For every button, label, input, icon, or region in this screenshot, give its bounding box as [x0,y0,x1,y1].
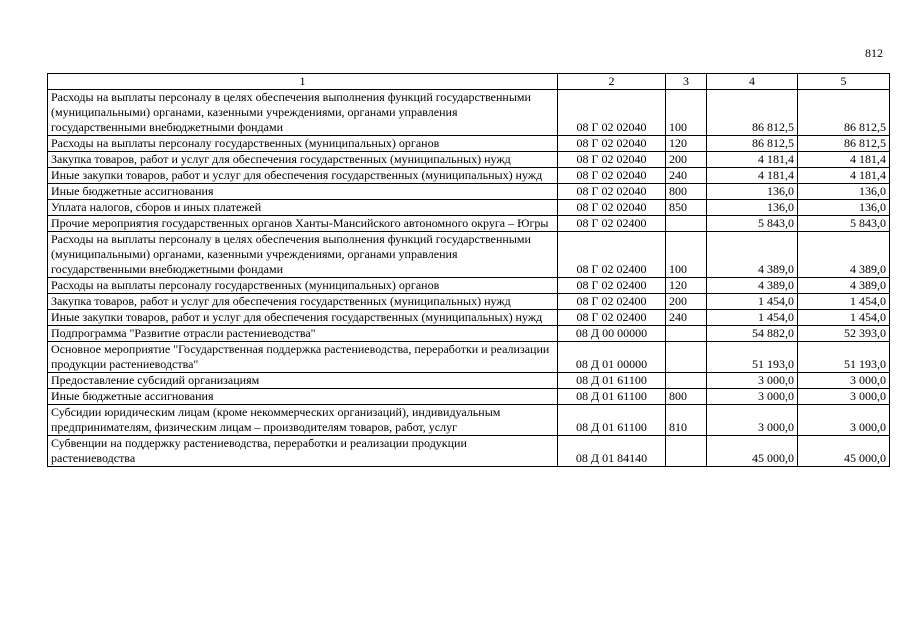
cell-name: Уплата налогов, сборов и иных платежей [48,200,558,216]
page-number: 812 [865,46,883,60]
table-row [48,216,890,232]
cell-amount-1: 1 454,0 [707,294,798,310]
cell-amount-1: 136,0 [707,200,798,216]
table-row [48,405,890,436]
cell-amount-1: 1 454,0 [707,310,798,326]
cell-amount-2: 3 000,0 [798,389,890,405]
cell-amount-1: 3 000,0 [707,389,798,405]
cell-amount-1: 4 389,0 [707,232,798,278]
cell-expense-type: 200 [666,152,707,168]
cell-amount-2: 52 393,0 [798,326,890,342]
cell-name: Предоставление субсидий организациям [48,373,558,389]
cell-target-code: 08 Г 02 02040 [558,184,666,200]
cell-amount-2: 3 000,0 [798,373,890,389]
cell-name: Субвенции на поддержку растениеводства, переработки и реализации продукции растениеводства [48,436,558,467]
cell-amount-1: 86 812,5 [707,90,798,136]
cell-target-code: 08 Д 01 61100 [558,405,666,436]
table-row [48,232,890,278]
cell-amount-1: 4 389,0 [707,278,798,294]
cell-expense-type: 100 [666,232,707,278]
table-row [48,90,890,136]
cell-name: Подпрограмма "Развитие отрасли растениеводства" [48,326,558,342]
cell-target-code: 08 Г 02 02400 [558,216,666,232]
cell-target-code: 08 Г 02 02040 [558,136,666,152]
cell-name: Расходы на выплаты персоналу в целях обеспечения выполнения функций государственными (муниципальными) органами, казенными учреждениями, органами управления государственными внебюджетными фондами [48,90,558,136]
cell-amount-2: 1 454,0 [798,310,890,326]
cell-amount-1: 3 000,0 [707,405,798,436]
cell-target-code: 08 Д 01 61100 [558,373,666,389]
cell-target-code: 08 Г 02 02040 [558,152,666,168]
cell-expense-type: 100 [666,90,707,136]
table-row [48,136,890,152]
cell-name: Расходы на выплаты персоналу государственных (муниципальных) органов [48,136,558,152]
cell-name: Иные бюджетные ассигнования [48,389,558,405]
column-header-sum-1: 4 [707,74,798,90]
column-header-sum-2: 5 [798,74,890,90]
cell-name: Основное мероприятие "Государственная поддержка растениеводства, переработки и реализации продукции растениеводства" [48,342,558,373]
cell-amount-2: 5 843,0 [798,216,890,232]
cell-amount-2: 86 812,5 [798,136,890,152]
cell-expense-type: 850 [666,200,707,216]
cell-amount-2: 4 181,4 [798,152,890,168]
cell-amount-2: 4 389,0 [798,232,890,278]
cell-amount-2: 136,0 [798,200,890,216]
cell-name: Закупка товаров, работ и услуг для обеспечения государственных (муниципальных) нужд [48,294,558,310]
cell-amount-1: 4 181,4 [707,152,798,168]
cell-amount-2: 4 389,0 [798,278,890,294]
cell-target-code: 08 Д 00 00000 [558,326,666,342]
cell-target-code: 08 Г 02 02040 [558,168,666,184]
table-row [48,278,890,294]
cell-expense-type: 240 [666,310,707,326]
budget-table [47,73,890,467]
cell-amount-1: 86 812,5 [707,136,798,152]
cell-name: Прочие мероприятия государственных органов Ханты-Мансийского автономного округа – Югры [48,216,558,232]
cell-target-code: 08 Г 02 02400 [558,232,666,278]
cell-name: Иные закупки товаров, работ и услуг для обеспечения государственных (муниципальных) нужд [48,310,558,326]
cell-target-code: 08 Д 01 84140 [558,436,666,467]
table-body [48,90,890,467]
table-row [48,200,890,216]
cell-amount-2: 136,0 [798,184,890,200]
cell-name: Иные бюджетные ассигнования [48,184,558,200]
column-header-name: 1 [48,74,558,90]
table-row [48,389,890,405]
cell-expense-type [666,342,707,373]
cell-amount-2: 1 454,0 [798,294,890,310]
cell-amount-1: 45 000,0 [707,436,798,467]
table-row [48,342,890,373]
table-row [48,310,890,326]
table-row [48,294,890,310]
table-row [48,373,890,389]
cell-amount-2: 4 181,4 [798,168,890,184]
table-row [48,326,890,342]
cell-name: Иные закупки товаров, работ и услуг для обеспечения государственных (муниципальных) нужд [48,168,558,184]
cell-expense-type [666,326,707,342]
table-row [48,436,890,467]
cell-amount-2: 86 812,5 [798,90,890,136]
cell-expense-type [666,373,707,389]
cell-amount-1: 5 843,0 [707,216,798,232]
header-row [48,74,890,90]
cell-amount-2: 51 193,0 [798,342,890,373]
cell-expense-type [666,216,707,232]
cell-target-code: 08 Д 01 61100 [558,389,666,405]
cell-expense-type: 800 [666,184,707,200]
cell-name: Расходы на выплаты персоналу государственных (муниципальных) органов [48,278,558,294]
cell-expense-type [666,436,707,467]
cell-target-code: 08 Д 01 00000 [558,342,666,373]
cell-name: Субсидии юридическим лицам (кроме некоммерческих организаций), индивидуальным предпринимателям, физическим лицам – производителям товаров, работ, услуг [48,405,558,436]
cell-expense-type: 120 [666,136,707,152]
cell-amount-1: 136,0 [707,184,798,200]
cell-expense-type: 120 [666,278,707,294]
cell-amount-1: 51 193,0 [707,342,798,373]
cell-expense-type: 200 [666,294,707,310]
cell-expense-type: 810 [666,405,707,436]
cell-target-code: 08 Г 02 02400 [558,278,666,294]
cell-name: Закупка товаров, работ и услуг для обеспечения государственных (муниципальных) нужд [48,152,558,168]
cell-target-code: 08 Г 02 02040 [558,200,666,216]
table-row [48,152,890,168]
cell-target-code: 08 Г 02 02400 [558,310,666,326]
table-row [48,168,890,184]
cell-amount-2: 3 000,0 [798,405,890,436]
cell-expense-type: 240 [666,168,707,184]
cell-amount-2: 45 000,0 [798,436,890,467]
cell-amount-1: 4 181,4 [707,168,798,184]
cell-name: Расходы на выплаты персоналу в целях обеспечения выполнения функций государственными (муниципальными) органами, казенными учреждениями, органами управления государственными внебюджетными фондами [48,232,558,278]
cell-amount-1: 54 882,0 [707,326,798,342]
table-row [48,184,890,200]
cell-target-code: 08 Г 02 02040 [558,90,666,136]
column-header-csr: 2 [558,74,666,90]
cell-amount-1: 3 000,0 [707,373,798,389]
column-header-vr: 3 [666,74,707,90]
cell-expense-type: 800 [666,389,707,405]
cell-target-code: 08 Г 02 02400 [558,294,666,310]
